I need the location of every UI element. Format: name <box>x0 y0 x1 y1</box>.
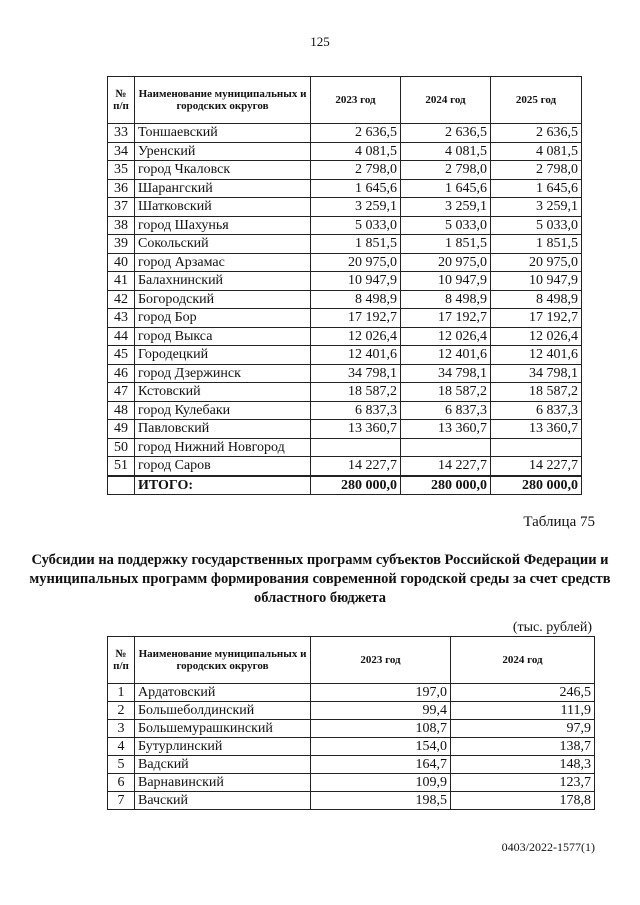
value-2023: 2 798,0 <box>311 161 401 180</box>
value-2025: 5 033,0 <box>491 216 582 235</box>
header-name: Наименование муниципальных и городских округов <box>135 637 311 684</box>
row-number: 46 <box>108 364 135 383</box>
row-name: Кстовский <box>135 383 311 402</box>
value-2024: 178,8 <box>451 792 595 810</box>
value-2025: 10 947,9 <box>491 272 582 291</box>
row-name: город Саров <box>135 457 311 476</box>
value-2025: 1 851,5 <box>491 235 582 254</box>
row-number: 37 <box>108 198 135 217</box>
value-2025: 2 636,5 <box>491 124 582 143</box>
value-2023: 198,5 <box>311 792 451 810</box>
row-number: 2 <box>108 702 135 720</box>
value-2023: 13 360,7 <box>311 420 401 439</box>
table-row <box>108 684 595 702</box>
value-2024: 1 851,5 <box>401 235 491 254</box>
row-number: 50 <box>108 438 135 457</box>
table-row <box>108 272 582 291</box>
row-number: 39 <box>108 235 135 254</box>
row-name: Уренский <box>135 142 311 161</box>
table-row <box>108 702 595 720</box>
table-row <box>108 142 582 161</box>
value-2024: 34 798,1 <box>401 364 491 383</box>
header-2023: 2023 год <box>311 77 401 124</box>
row-number: 7 <box>108 792 135 810</box>
value-2023: 20 975,0 <box>311 253 401 272</box>
row-name: город Выкса <box>135 327 311 346</box>
header-2025: 2025 год <box>491 77 582 124</box>
page-number: 125 <box>310 34 330 49</box>
total-empty-cell <box>108 476 135 495</box>
value-2025: 3 259,1 <box>491 198 582 217</box>
total-2023: 280 000,0 <box>311 476 401 495</box>
value-2025: 18 587,2 <box>491 383 582 402</box>
value-2023: 12 026,4 <box>311 327 401 346</box>
value-2025: 8 498,9 <box>491 290 582 309</box>
table-row <box>108 738 595 756</box>
value-2023: 99,4 <box>311 702 451 720</box>
value-2023: 14 227,7 <box>311 457 401 476</box>
section-title <box>0 551 640 608</box>
value-2025: 14 227,7 <box>491 457 582 476</box>
row-number: 48 <box>108 401 135 420</box>
row-name: город Нижний Новгород <box>135 438 311 457</box>
row-number: 47 <box>108 383 135 402</box>
value-2024: 4 081,5 <box>401 142 491 161</box>
table-row <box>108 756 595 774</box>
row-number: 36 <box>108 179 135 198</box>
subsidy-table-75 <box>107 636 595 810</box>
value-2024: 2 636,5 <box>401 124 491 143</box>
row-name: город Кулебаки <box>135 401 311 420</box>
table-row <box>108 290 582 309</box>
table-row <box>108 327 582 346</box>
value-2024: 6 837,3 <box>401 401 491 420</box>
value-2023: 18 587,2 <box>311 383 401 402</box>
row-name: Сокольский <box>135 235 311 254</box>
table-row <box>108 383 582 402</box>
table-row <box>108 364 582 383</box>
value-2024: 17 192,7 <box>401 309 491 328</box>
row-number: 5 <box>108 756 135 774</box>
row-name: Вачский <box>135 792 311 810</box>
value-2024: 12 026,4 <box>401 327 491 346</box>
table-row <box>108 179 582 198</box>
value-2024: 1 645,6 <box>401 179 491 198</box>
value-2025: 20 975,0 <box>491 253 582 272</box>
value-2023: 8 498,9 <box>311 290 401 309</box>
value-2025: 4 081,5 <box>491 142 582 161</box>
total-2025: 280 000,0 <box>491 476 582 495</box>
row-name: Городецкий <box>135 346 311 365</box>
value-2024: 97,9 <box>451 720 595 738</box>
row-number: 40 <box>108 253 135 272</box>
header-2024: 2024 год <box>451 637 595 684</box>
table-row <box>108 216 582 235</box>
row-name: город Шахунья <box>135 216 311 235</box>
table-row <box>108 161 582 180</box>
row-number: 44 <box>108 327 135 346</box>
value-2025: 2 798,0 <box>491 161 582 180</box>
value-2024: 3 259,1 <box>401 198 491 217</box>
value-2024: 2 798,0 <box>401 161 491 180</box>
table-row <box>108 420 582 439</box>
row-name: Большемурашкинский <box>135 720 311 738</box>
value-2023: 154,0 <box>311 738 451 756</box>
row-name: Большеболдинский <box>135 702 311 720</box>
table-row <box>108 401 582 420</box>
value-2023: 34 798,1 <box>311 364 401 383</box>
row-name: Бутурлинский <box>135 738 311 756</box>
value-2025: 6 837,3 <box>491 401 582 420</box>
table-row <box>108 457 582 476</box>
header-2023: 2023 год <box>311 637 451 684</box>
row-name: Ардатовский <box>135 684 311 702</box>
row-name: Балахнинский <box>135 272 311 291</box>
row-name: Вадский <box>135 756 311 774</box>
table-row <box>108 124 582 143</box>
value-2023: 109,9 <box>311 774 451 792</box>
value-2024 <box>401 438 491 457</box>
table-caption: Таблица 75 <box>523 514 595 530</box>
value-2023: 12 401,6 <box>311 346 401 365</box>
value-2024: 10 947,9 <box>401 272 491 291</box>
row-number: 3 <box>108 720 135 738</box>
subsidy-table-continued <box>107 76 582 495</box>
value-2024: 8 498,9 <box>401 290 491 309</box>
value-2025: 1 645,6 <box>491 179 582 198</box>
table-header-row <box>108 637 595 684</box>
value-2023: 5 033,0 <box>311 216 401 235</box>
table-row <box>108 235 582 254</box>
row-number: 42 <box>108 290 135 309</box>
value-2024: 12 401,6 <box>401 346 491 365</box>
total-label: ИТОГО: <box>135 476 311 495</box>
header-number: № п/п <box>108 637 135 684</box>
value-2024: 111,9 <box>451 702 595 720</box>
value-2025: 13 360,7 <box>491 420 582 439</box>
row-number: 45 <box>108 346 135 365</box>
units-label: (тыс. рублей) <box>512 620 592 635</box>
table-row <box>108 774 595 792</box>
table-row <box>108 198 582 217</box>
row-name: город Арзамас <box>135 253 311 272</box>
value-2024: 13 360,7 <box>401 420 491 439</box>
total-2024: 280 000,0 <box>401 476 491 495</box>
row-name: Варнавинский <box>135 774 311 792</box>
row-number: 41 <box>108 272 135 291</box>
table-row <box>108 309 582 328</box>
value-2023: 108,7 <box>311 720 451 738</box>
value-2025: 34 798,1 <box>491 364 582 383</box>
row-number: 6 <box>108 774 135 792</box>
row-name: Тоншаевский <box>135 124 311 143</box>
row-number: 4 <box>108 738 135 756</box>
value-2023: 1 645,6 <box>311 179 401 198</box>
value-2025: 12 401,6 <box>491 346 582 365</box>
value-2023: 164,7 <box>311 756 451 774</box>
value-2025: 12 026,4 <box>491 327 582 346</box>
header-number: № п/п <box>108 77 135 124</box>
value-2024: 138,7 <box>451 738 595 756</box>
value-2023: 4 081,5 <box>311 142 401 161</box>
value-2023: 3 259,1 <box>311 198 401 217</box>
value-2024: 5 033,0 <box>401 216 491 235</box>
value-2025 <box>491 438 582 457</box>
document-code: 0403/2022-1577(1) <box>501 840 595 854</box>
row-number: 33 <box>108 124 135 143</box>
value-2024: 14 227,7 <box>401 457 491 476</box>
value-2024: 148,3 <box>451 756 595 774</box>
row-number: 34 <box>108 142 135 161</box>
value-2023 <box>311 438 401 457</box>
value-2023: 1 851,5 <box>311 235 401 254</box>
table-header-row <box>108 77 582 124</box>
row-name: Богородский <box>135 290 311 309</box>
table-row <box>108 438 582 457</box>
value-2023: 17 192,7 <box>311 309 401 328</box>
row-number: 35 <box>108 161 135 180</box>
value-2024: 18 587,2 <box>401 383 491 402</box>
table-row <box>108 253 582 272</box>
header-2024: 2024 год <box>401 77 491 124</box>
value-2024: 246,5 <box>451 684 595 702</box>
total-row <box>108 476 582 495</box>
row-number: 43 <box>108 309 135 328</box>
value-2023: 197,0 <box>311 684 451 702</box>
table-row <box>108 720 595 738</box>
row-name: город Дзержинск <box>135 364 311 383</box>
row-name: Шатковский <box>135 198 311 217</box>
table-row <box>108 792 595 810</box>
value-2025: 17 192,7 <box>491 309 582 328</box>
row-name: Павловский <box>135 420 311 439</box>
value-2024: 20 975,0 <box>401 253 491 272</box>
row-name: Шарангский <box>135 179 311 198</box>
value-2023: 2 636,5 <box>311 124 401 143</box>
row-number: 1 <box>108 684 135 702</box>
row-name: город Чкаловск <box>135 161 311 180</box>
row-number: 51 <box>108 457 135 476</box>
header-name: Наименование муниципальных и городских округов <box>135 77 311 124</box>
row-number: 49 <box>108 420 135 439</box>
value-2023: 10 947,9 <box>311 272 401 291</box>
table-row <box>108 346 582 365</box>
value-2023: 6 837,3 <box>311 401 401 420</box>
value-2024: 123,7 <box>451 774 595 792</box>
section-title-line: Субсидии на поддержку государственных программ субъектов Российской Федерации и муниципальных программ формирования современной городской среды за счет средств областного бюджета <box>29 552 611 606</box>
row-name: город Бор <box>135 309 311 328</box>
row-number: 38 <box>108 216 135 235</box>
